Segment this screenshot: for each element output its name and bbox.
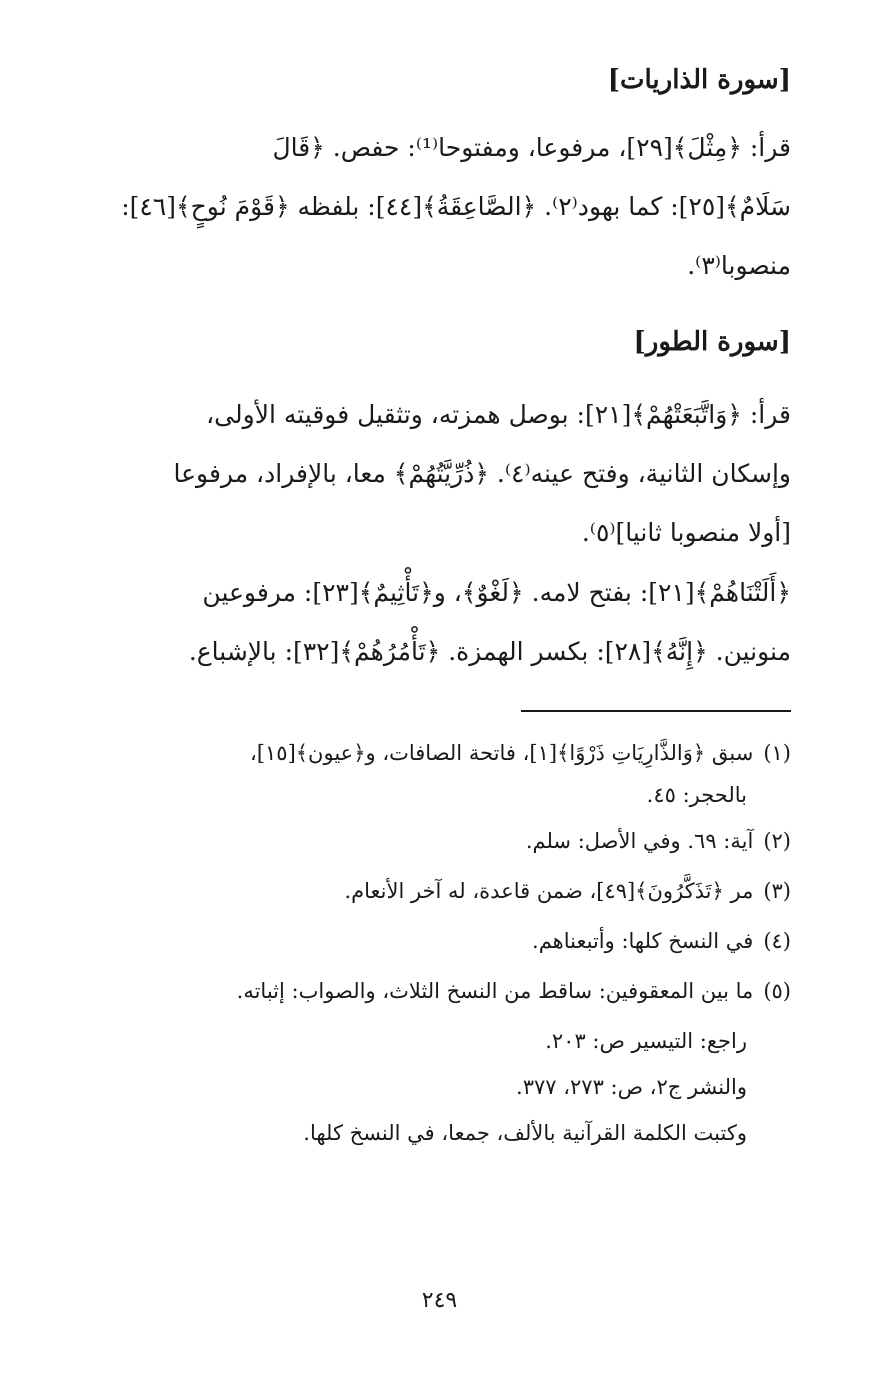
- section-heading: [سورة الطور]: [633, 327, 791, 357]
- footnote-text: في النسخ كلها: وأتبعناهم.: [532, 929, 754, 953]
- text-line: قرأ: ﴿مِثْلَ﴾[٢٩]، مرفوعا، ومفتوحا⁽¹⁾: حفص. ﴿قَالَ: [272, 133, 791, 162]
- text-line: منونين. ﴿إِنَّهُ﴾[٢٨]: بكسر الهمزة. ﴿تَأْمُرُهُمْ﴾[٣٢]: بالإشباع.: [188, 637, 791, 666]
- footnote-5: [75, 968, 791, 1156]
- footnote-number: (٢): [763, 829, 791, 853]
- footnote-continuation: وكتبت الكلمة القرآنية بالألف، جمعا، في النسخ كلها.: [303, 1121, 747, 1145]
- footnote-text: مر ﴿تَذَكَّرُونَ﴾[٤٩]، ضمن قاعدة، له آخر الأنعام.: [344, 879, 754, 903]
- footnote-text: سبق ﴿وَالذَّارِيَاتِ ذَرْوًا﴾[١]، فاتحة الصافات، و﴿عيون﴾[١٥]،: [250, 741, 754, 765]
- text-line: منصوبا⁽٣⁾.: [687, 251, 791, 280]
- text-line: [أولا منصوبا ثانيا]⁽٥⁾.: [581, 518, 791, 547]
- page-number: ٢٤٩: [421, 1288, 458, 1313]
- text-line: ﴿أَلَتْنَاهُمْ﴾[٢١]: بفتح لامه. ﴿لَغْوٌ﴾، و﴿تَأْثِيمٌ﴾[٢٣]: مرفوعين: [202, 578, 791, 607]
- footnote-continuation: بالحجر: ٤٥.: [646, 783, 747, 807]
- footnotes: [75, 730, 791, 1156]
- footnote-text: آية: ٦٩. وفي الأصل: سلم.: [525, 829, 754, 853]
- section-tur-para-2: [75, 563, 791, 681]
- footnote-3: [75, 868, 791, 914]
- text-line: قرأ: ﴿وَاتَّبَعَتْهُمْ﴾[٢١]: بوصل همزته، وتثقيل فوقيته الأولى،: [206, 400, 791, 429]
- footnote-4: [75, 918, 791, 964]
- section-dhariyat-body: [75, 118, 791, 295]
- section-tur: [75, 322, 791, 362]
- footnote-divider: [521, 710, 791, 712]
- section-tur-para-1: [75, 385, 791, 562]
- footnote-number: (٤): [763, 929, 791, 953]
- footnote-2: [75, 818, 791, 864]
- text-line: وإسكان الثانية، وفتح عينه⁽٤⁾. ﴿ذُرِّيَّتُهُمْ﴾ معا، بالإفراد، مرفوعا: [173, 459, 791, 488]
- footnote-number: (٣): [763, 879, 791, 903]
- footnote-1: [75, 730, 791, 818]
- section-heading: [سورة الذاريات]: [607, 65, 791, 95]
- text-line: سَلَامٌ﴾[٢٥]: كما بهود⁽٢⁾. ﴿الصَّاعِقَةُ﴾[٤٤]: بلفظه ﴿قَوْمَ نُوحٍ﴾[٤٦]:: [121, 192, 791, 221]
- section-dhariyat: [75, 60, 791, 100]
- footnote-number: (٥): [763, 979, 791, 1003]
- footnote-continuation: والنشر ج٢، ص: ٢٧٣، ٣٧٧.: [516, 1075, 747, 1099]
- footnote-text: ما بين المعقوفين: ساقط من النسخ الثلاث، والصواب: إثباته.: [236, 979, 754, 1003]
- footnote-number: (١): [763, 741, 791, 765]
- footnote-continuation: راجع: التيسير ص: ٢٠٣.: [545, 1029, 747, 1053]
